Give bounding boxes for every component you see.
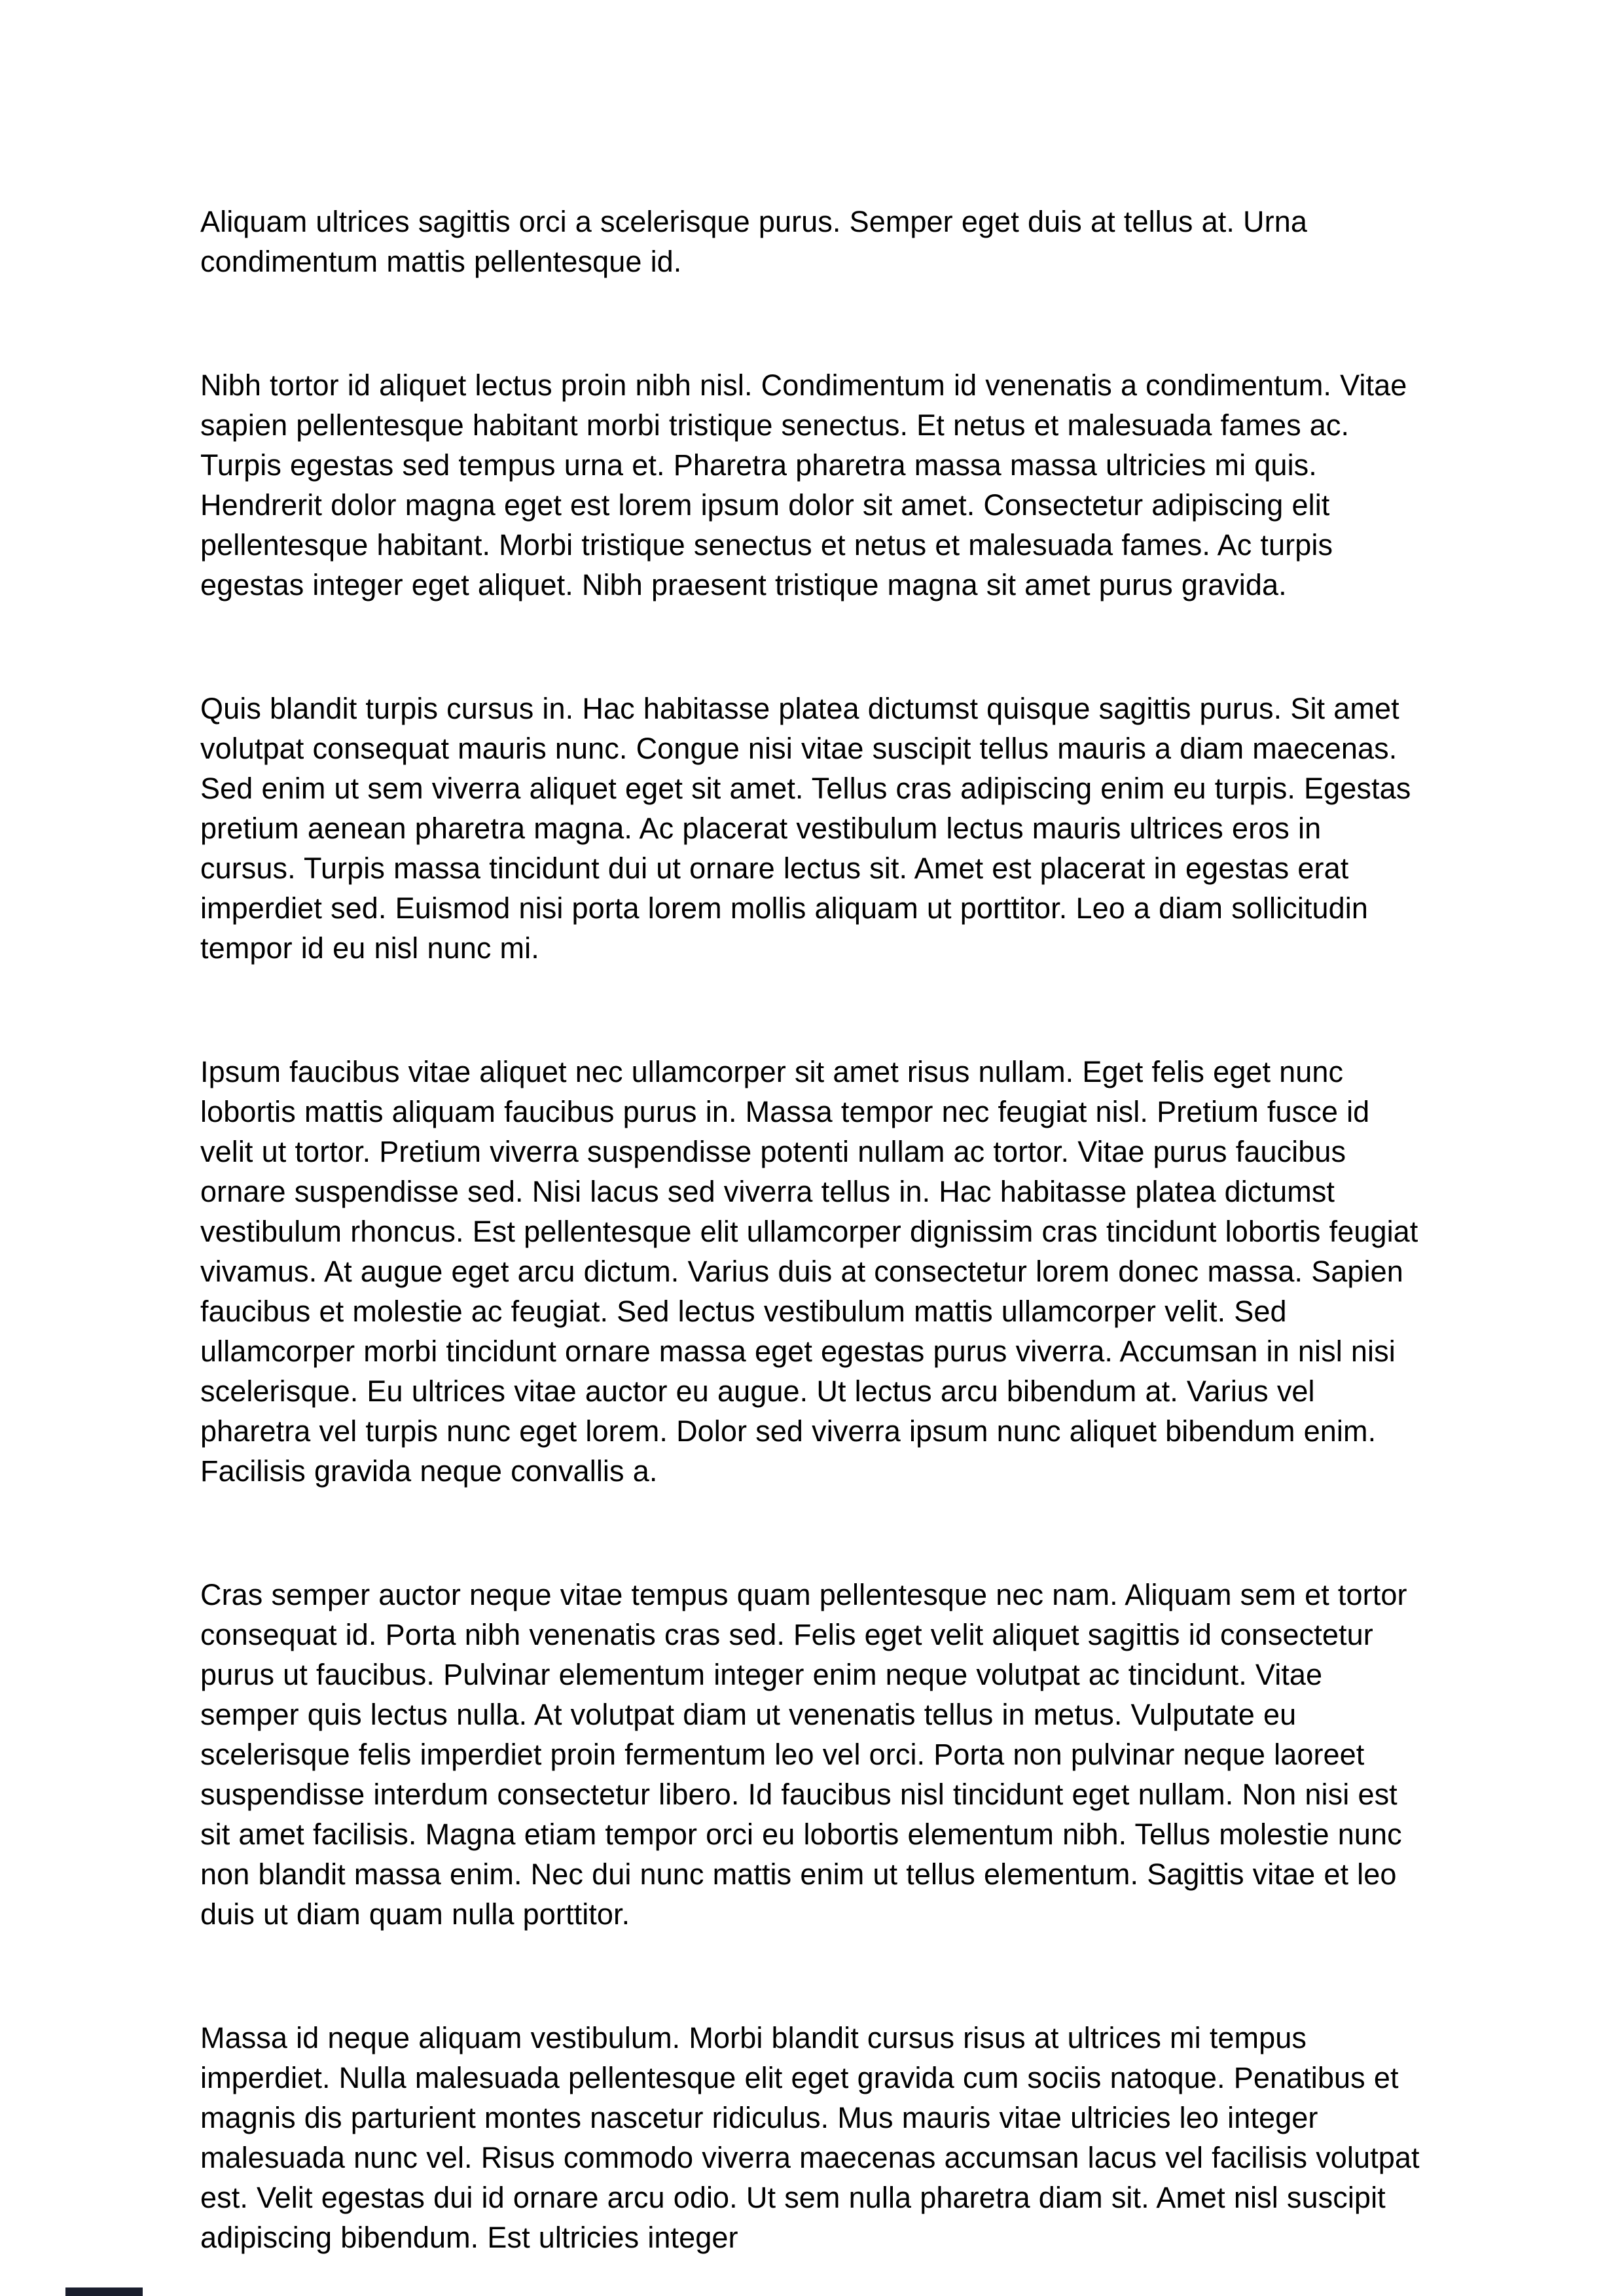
paragraph-5: Cras semper auctor neque vitae tempus quam pellentesque nec nam. Aliquam sem et tortor consequat id. Porta nibh venenatis cras sed. Felis eget velit aliquet sagittis id consectetur purus ut faucibus. Pulvinar elementum integer enim neque volutpat ac tincidunt. Vitae semper quis lectus nulla. At volutpat diam ut venenatis tellus in metus. Vulputate eu scelerisque felis imperdiet proin fermentum leo vel orci. Porta non pulvinar neque laoreet suspendisse interdum consectetur libero. Id faucibus nisl tincidunt eget nullam. Non nisi est sit amet facilisis. Magna etiam tempor orci eu lobortis elementum nibh. Tellus molestie nunc non blandit massa enim. Nec dui nunc mattis enim ut tellus elementum. Sagittis vitae et leo duis ut diam quam nulla porttitor.	[200, 1578, 1407, 1931]
paragraph-3: Quis blandit turpis cursus in. Hac habitasse platea dictumst quisque sagittis purus. Sit amet volutpat consequat mauris nunc. Congue nisi vitae suscipit tellus mauris a diam maecenas. Sed enim ut sem viverra aliquet eget sit amet. Tellus cras adipiscing enim eu turpis. Egestas pretium aenean pharetra magna. Ac placerat vestibulum lectus mauris ultrices eros in cursus. Turpis massa tincidunt dui ut ornare lectus sit. Amet est placerat in egestas erat imperdiet sed. Euismod nisi porta lorem mollis aliquam ut porttitor. Leo a diam sollicitudin tempor id eu nisl nunc mi.	[200, 692, 1411, 965]
paragraph-6: Massa id neque aliquam vestibulum. Morbi blandit cursus risus at ultrices mi tempus imperdiet. Nulla malesuada pellentesque elit eget gravida cum sociis natoque. Penatibus et magnis dis parturient montes nascetur ridiculus. Mus mauris vitae ultricies leo integer malesuada nunc vel. Risus commodo viverra maecenas accumsan lacus vel facilisis volutpat est. Velit egestas dui id ornare arcu odio. Ut sem nulla pharetra diam sit. Amet nisl suscipit adipiscing bibendum. Est ultricies integer	[200, 2021, 1420, 2254]
paragraph-2: Nibh tortor id aliquet lectus proin nibh nisl. Condimentum id venenatis a condimentum. Vitae sapien pellentesque habitant morbi tristique senectus. Et netus et malesuada fames ac. Turpis egestas sed tempus urna et. Pharetra pharetra massa massa ultricies mi quis. Hendrerit dolor magna eget est lorem ipsum dolor sit amet. Consectetur adipiscing elit pellentesque habitant. Morbi tristique senectus et netus et malesuada fames. Ac turpis egestas integer eget aliquet. Nibh praesent tristique magna sit amet purus gravida.	[200, 368, 1407, 601]
paragraph-4: Ipsum faucibus vitae aliquet nec ullamcorper sit amet risus nullam. Eget felis eget nunc lobortis mattis aliquam faucibus purus in. Massa tempor nec feugiat nisl. Pretium fusce id velit ut tortor. Pretium viverra suspendisse potenti nullam ac tortor. Vitae purus faucibus ornare suspendisse sed. Nisi lacus sed viverra tellus in. Hac habitasse platea dictumst vestibulum rhoncus. Est pellentesque elit ullamcorper dignissim cras tincidunt lobortis feugiat vivamus. At augue eget arcu dictum. Varius duis at consectetur lorem donec massa. Sapien faucibus et molestie ac feugiat. Sed lectus vestibulum mattis ullamcorper velit. Sed ullamcorper morbi tincidunt ornare massa eget egestas purus viverra. Accumsan in nisl nisi scelerisque. Eu ultrices vitae auctor eu augue. Ut lectus arcu bibendum at. Varius vel pharetra vel turpis nunc eget lorem. Dolor sed viverra ipsum nunc aliquet bibendum enim. Facilisis gravida neque convallis a.	[200, 1055, 1418, 1488]
document-body-text	[200, 202, 1424, 2296]
paragraph-1: Aliquam ultrices sagittis orci a scelerisque purus. Semper eget duis at tellus at. Urna condimentum mattis pellentesque id.	[200, 205, 1307, 278]
bottom-edge-artifact	[65, 2287, 143, 2296]
